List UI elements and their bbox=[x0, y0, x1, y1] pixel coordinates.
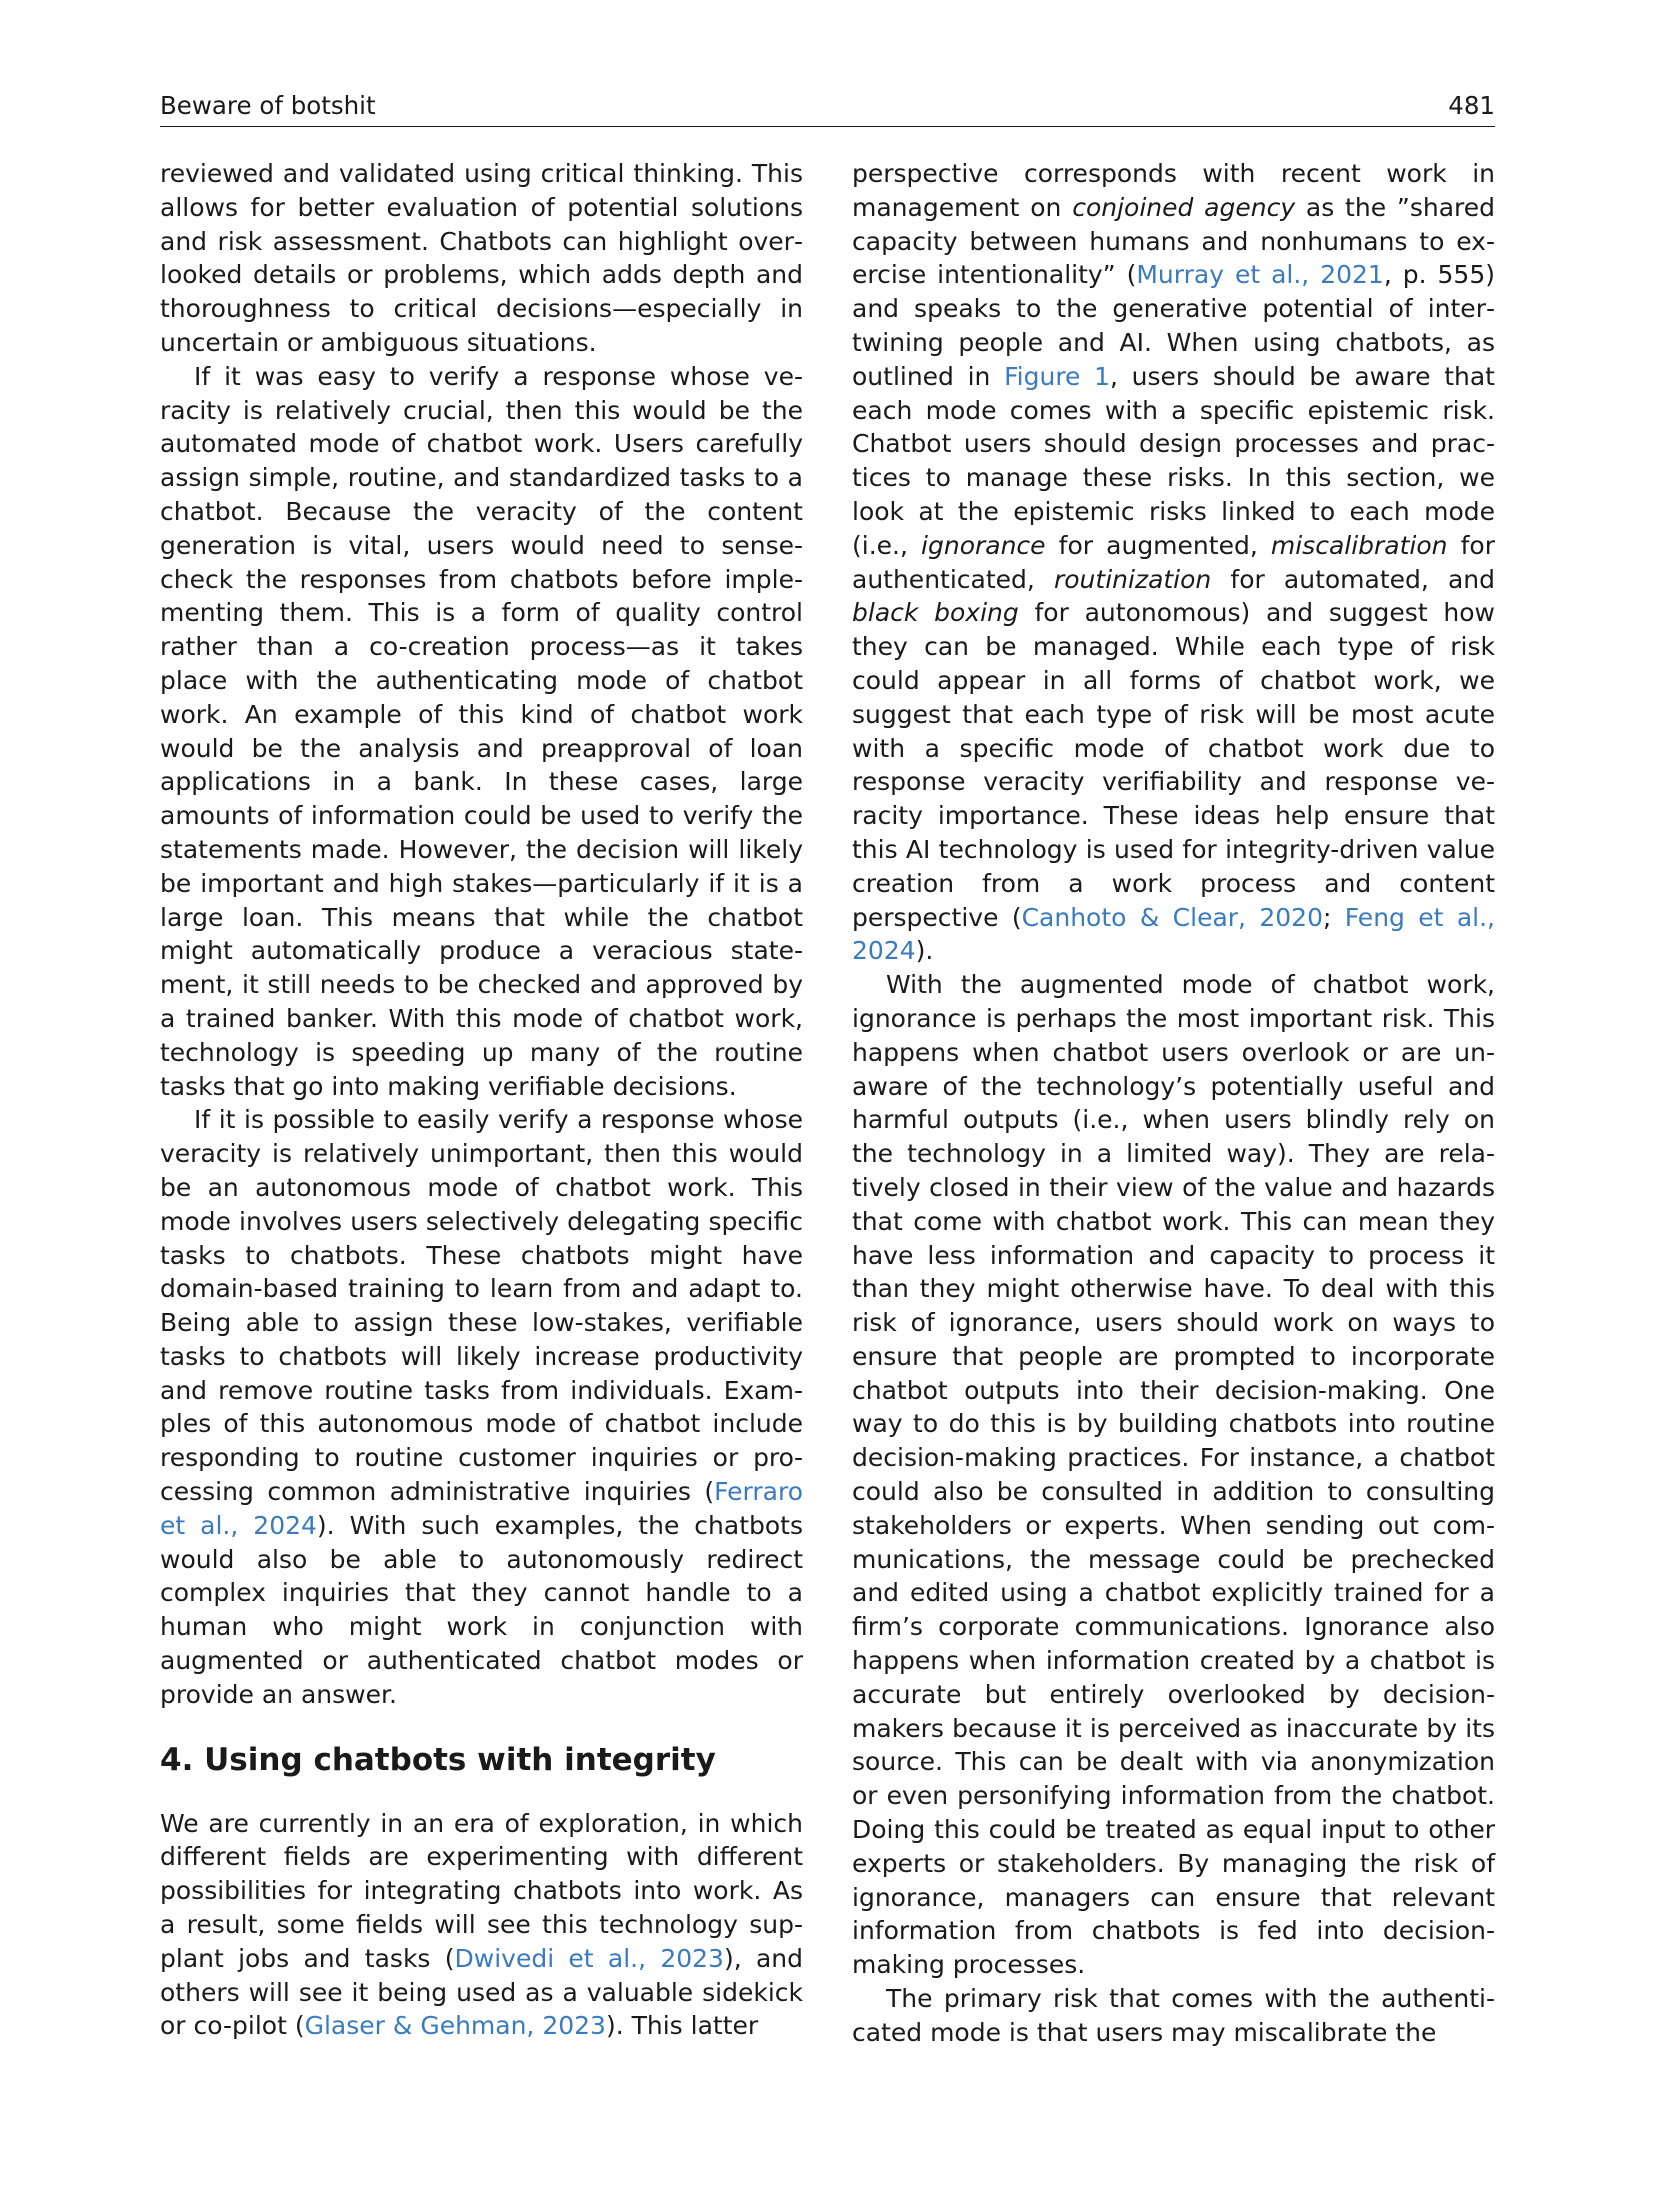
page-number: 481 bbox=[1448, 91, 1495, 120]
emphasis: conjoined agency bbox=[1072, 192, 1296, 222]
paragraph bbox=[160, 1103, 803, 1711]
text-run: , p. 555) and speaks to the generative potential of intertwining people and AI. When using chatbots, as outlined in bbox=[852, 260, 1495, 391]
paragraph: If it was easy to verify a response whose veracity is relatively crucial, then this would be the automated mode of chatbot work. Users carefully assign simple, routine, and standardized tasks to a chatbot. Because the veracity of the content generation is vital, users would need to sense-check the responses from chatbots before implementing them. This is a form of quality control rather than a co-creation process—as it takes place with the authenticating mode of chatbot work. An example of this kind of chatbot work would be the analysis and preapproval of loan applications in a bank. In these cases, large amounts of information could be used to verify the statements made. However, the decision will likely be important and high stakes—particularly if it is a large loan. This means that while the chatbot might automatically produce a veracious statement, it still needs to be checked and approved by a trained banker. With this mode of chatbot work, technology is speeding up many of the routine tasks that go into making verifiable decisions. bbox=[160, 361, 803, 1101]
paragraph: The primary risk that comes with the authenticated mode is that users may miscalibrate the bbox=[852, 1984, 1495, 2047]
text-run: , users should be aware that each mode comes with a specific epistemic risk. Chatbot users should design processes and practices to manage these risks. In this section, we look at the epistemic risks linked to each mode (i.e., bbox=[852, 361, 1495, 560]
text-run: ), and others will see it being used as a valuable sidekick or co-pilot ( bbox=[160, 1943, 803, 2041]
text-run: ). With such examples, the chatbots would also be able to autonomously redirect complex inquiries that they cannot handle to a human who might work in conjunction with augmented or authenticated chatbot modes or provide an answer. bbox=[160, 1510, 804, 1709]
left-column bbox=[160, 157, 803, 2043]
text-run: ; bbox=[1323, 902, 1345, 932]
emphasis: ignorance bbox=[921, 530, 1046, 560]
paragraph bbox=[160, 1807, 803, 2044]
text-run: ). bbox=[915, 936, 934, 966]
text-run: ). This latter bbox=[605, 2011, 759, 2041]
citation-link[interactable]: Ferraro et al., 2024 bbox=[160, 1477, 803, 1540]
paragraph: reviewed and validated using critical thinking. This allows for better evaluation of potential solutions and risk assessment. Chatbots can highlight overlooked details or problems, which adds depth and thoroughness to critical decisions—especially in uncertain or ambiguous situations. bbox=[160, 159, 803, 357]
text-run: for authenticated, bbox=[852, 530, 1495, 594]
citation-link[interactable]: Murray et al., 2021 bbox=[1136, 260, 1384, 290]
citation-link[interactable]: Dwivedi et al., 2023 bbox=[454, 1943, 724, 1973]
figure-link[interactable]: Figure 1 bbox=[1004, 361, 1111, 391]
text-run: as the ”shared capacity between humans and nonhumans to exercise intentionality” ( bbox=[852, 192, 1495, 290]
emphasis: miscalibration bbox=[1270, 530, 1448, 560]
section-heading: 4. Using chatbots with integrity bbox=[160, 1741, 716, 1778]
text-run: perspective corresponds with recent work in management on bbox=[852, 159, 1495, 222]
header-rule bbox=[160, 126, 1495, 127]
running-title: Beware of botshit bbox=[160, 91, 376, 120]
text-run: If it is possible to easily verify a response whose veracity is relatively unimportant, then this would be an autonomous mode of chatbot work. This mode involves users selectively delegating specific tasks to chatbots. These chatbots might have domain-based training to learn from and adapt to. Being able to assign these low-stakes, verifiable tasks to chatbots will likely increase productivity and remove routine tasks from individuals. Examples of this autonomous mode of chatbot include responding to routine customer inquiries or processing common administrative inquiries ( bbox=[160, 1105, 803, 1507]
emphasis: black boxing bbox=[852, 598, 1019, 628]
right-column bbox=[852, 157, 1495, 2050]
running-head bbox=[160, 90, 1495, 122]
citation-link[interactable]: Glaser & Gehman, 2023 bbox=[304, 2011, 606, 2041]
paragraph bbox=[852, 157, 1495, 968]
citation-link[interactable]: Canhoto & Clear, 2020 bbox=[1021, 902, 1323, 932]
citation-link[interactable]: Feng et al., 2024 bbox=[852, 902, 1495, 966]
text-run: for autonomous) and suggest how they can be managed. While each type of risk could appear in all forms of chatbot work, we suggest that each type of risk will be most acute with a specific mode of chatbot work due to response veracity verifiability and response veracity importance. These ideas help ensure that this AI technology is used for integrity-driven value creation from a work process and content perspective ( bbox=[852, 598, 1495, 932]
text-run: for automated, and bbox=[1211, 564, 1496, 594]
text-run: for augmented, bbox=[1045, 530, 1271, 560]
text-run: We are currently in an era of exploration, in which different fields are experimenting with different possibilities for integrating chatbots into work. As a result, some fields will see this technology supplant jobs and tasks ( bbox=[160, 1808, 803, 1973]
paragraph: With the augmented mode of chatbot work, ignorance is perhaps the most important risk. This happens when chatbot users overlook or are unaware of the technology’s potentially useful and harmful outputs (i.e., when users blindly rely on the technology in a limited way). They are relatively closed in their view of the value and hazards that come with chatbot work. This can mean they have less information and capacity to process it than they might otherwise have. To deal with this risk of ignorance, users should work on ways to ensure that people are prompted to incorporate chatbot outputs into their decision-making. One way to do this is by building chatbots into routine decision-making practices. For instance, a chatbot could also be consulted in addition to consulting stakeholders or experts. When sending out communications, the message could be prechecked and edited using a chatbot explicitly trained for a firm’s corporate communications. Ignorance also happens when information created by a chatbot is accurate but entirely overlooked by decision-makers because it is perceived as inaccurate by its source. This can be dealt with via anonymization or even personifying information from the chatbot. Doing this could be treated as equal input to other experts or stakeholders. By managing the risk of ignorance, managers can ensure that relevant information from chatbots is fed into decision-making processes. bbox=[852, 970, 1495, 1980]
emphasis: routinization bbox=[1053, 564, 1212, 594]
